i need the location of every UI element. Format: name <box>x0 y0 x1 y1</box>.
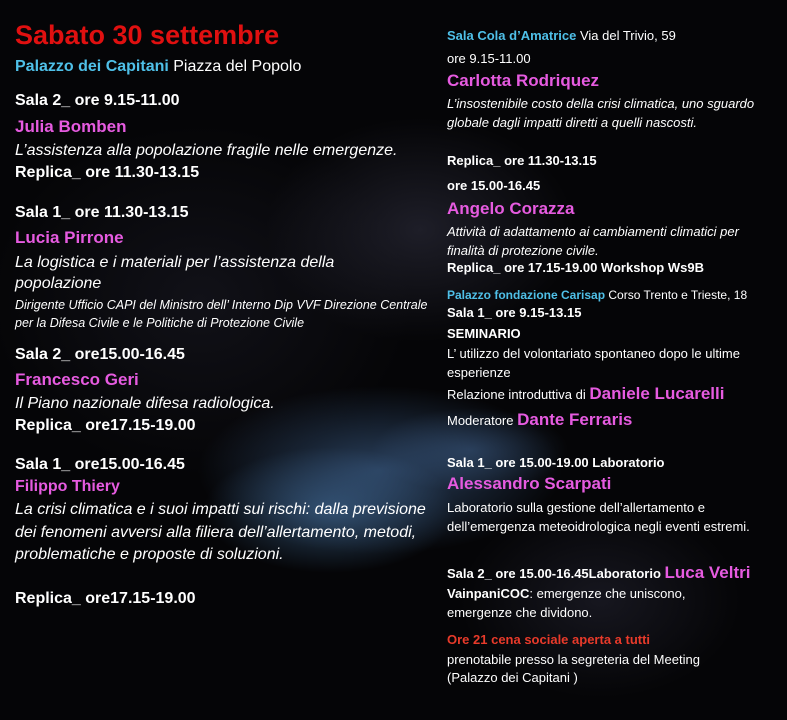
moderatore-name: Dante Ferraris <box>517 410 633 429</box>
venue-name: Palazzo fondazione Carisap <box>447 288 606 302</box>
session-talk: La crisi climatica e i suoi impatti sui rischi: dalla previsione dei fenomeni avversi alla filiera dell’allertamento, metodi, problematiche e proposte di soluzioni. <box>15 501 426 563</box>
session-talk: Attività di adattamento ai cambiamenti climatici per finalità di protezione civile. <box>447 224 739 258</box>
session-time: Sala 2_ ore 9.15-11.00 <box>15 92 180 109</box>
session-talk: L’insostenibile costo della crisi climatica, uno sguardo globale dagli impatti diretti a quelli nascosti. <box>447 96 755 130</box>
venue-name: Sala Cola d’Amatrice <box>447 28 577 43</box>
lab2-title: VainpaniCOC <box>447 586 530 601</box>
session-time: Sala 1_ ore 11.30-13.15 <box>15 204 189 221</box>
session-time: Sala 2_ ore15.00-16.45 <box>15 346 185 363</box>
session-time: ore 15.00-16.45 <box>447 178 541 193</box>
lab2-text-block <box>447 584 737 622</box>
session-speaker: Filippo Thiery <box>15 478 120 495</box>
session-time: Sala 1_ ore15.00-16.45 <box>15 456 185 473</box>
lab-time: Sala 2_ ore 15.00-16.45Laboratorio <box>447 566 665 581</box>
moderatore-label: Moderatore <box>447 413 518 428</box>
relazione-line <box>447 384 724 404</box>
session-replica: Replica_ ore 11.30-13.15 <box>15 164 200 181</box>
lab-time: Sala 1_ ore 15.00-19.00 Laboratorio <box>447 455 665 470</box>
dinner-line: prenotabile presso la segreteria del Meeting <box>447 652 700 667</box>
session-talk: La logistica e i materiali per l’assistenza della popolazione <box>15 254 335 292</box>
session-replica: Replica_ ore17.15-19.00 <box>15 590 196 607</box>
relazione-speaker: Daniele Lucarelli <box>589 384 725 403</box>
venue-line <box>447 288 747 302</box>
venue-name: Palazzo dei Capitani <box>15 58 169 75</box>
session-talk: L’assistenza alla popolazione fragile nelle emergenze. <box>15 142 398 159</box>
session-speaker: Francesco Geri <box>15 370 139 389</box>
venue-address: Corso Trento e Trieste, 18 <box>605 288 748 302</box>
session-speaker: Lucia Pirrone <box>15 228 124 247</box>
session-talk: Il Piano nazionale difesa radiologica. <box>15 395 275 412</box>
venue-line <box>15 58 301 76</box>
session-replica: Replica_ ore 11.30-13.15 <box>447 153 597 168</box>
session-replica: Replica_ ore 17.15-19.00 Workshop Ws9B <box>447 260 704 275</box>
seminar-label: SEMINARIO <box>447 326 521 341</box>
session-speaker: Carlotta Rodriquez <box>447 71 600 90</box>
session-time: Sala 1_ ore 9.15-13.15 <box>447 305 582 320</box>
lab2-line <box>447 563 750 583</box>
dinner-location: (Palazzo dei Capitani ) <box>447 670 578 685</box>
session-replica: Replica_ ore17.15-19.00 <box>15 417 196 434</box>
seminar-text: L’ utilizzo del volontariato spontaneo dopo le ultime esperienze <box>447 346 740 380</box>
session-note: Dirigente Ufficio CAPI del Ministro dell’ Interno Dip VVF Direzione Centrale per la Difesa Civile e le Politiche di Protezione Civile <box>15 298 428 330</box>
page-title: Sabato 30 settembre <box>15 20 280 50</box>
venue-address: Via del Trivio, 59 <box>576 28 676 43</box>
moderatore-line <box>447 410 632 430</box>
session-speaker: Angelo Corazza <box>447 199 575 218</box>
venue-line <box>447 28 676 43</box>
session-time: ore 9.15-11.00 <box>447 51 531 66</box>
lab-speaker: Alessandro Scarpati <box>447 474 612 493</box>
session-speaker: Julia Bomben <box>15 117 127 136</box>
venue-address: Piazza del Popolo <box>168 58 302 75</box>
lab-speaker: Luca Veltri <box>664 563 751 582</box>
dinner-title: Ore 21 cena sociale aperta a tutti <box>447 632 651 647</box>
lab2-text: : emergenze che uniscono, emergenze che dividono. <box>447 586 686 620</box>
relazione-label: Relazione introduttiva di <box>447 387 590 402</box>
lab-text: Laboratorio sulla gestione dell’allertamento e dell’emergenza meteoidrologica negli eventi estremi. <box>447 500 750 534</box>
